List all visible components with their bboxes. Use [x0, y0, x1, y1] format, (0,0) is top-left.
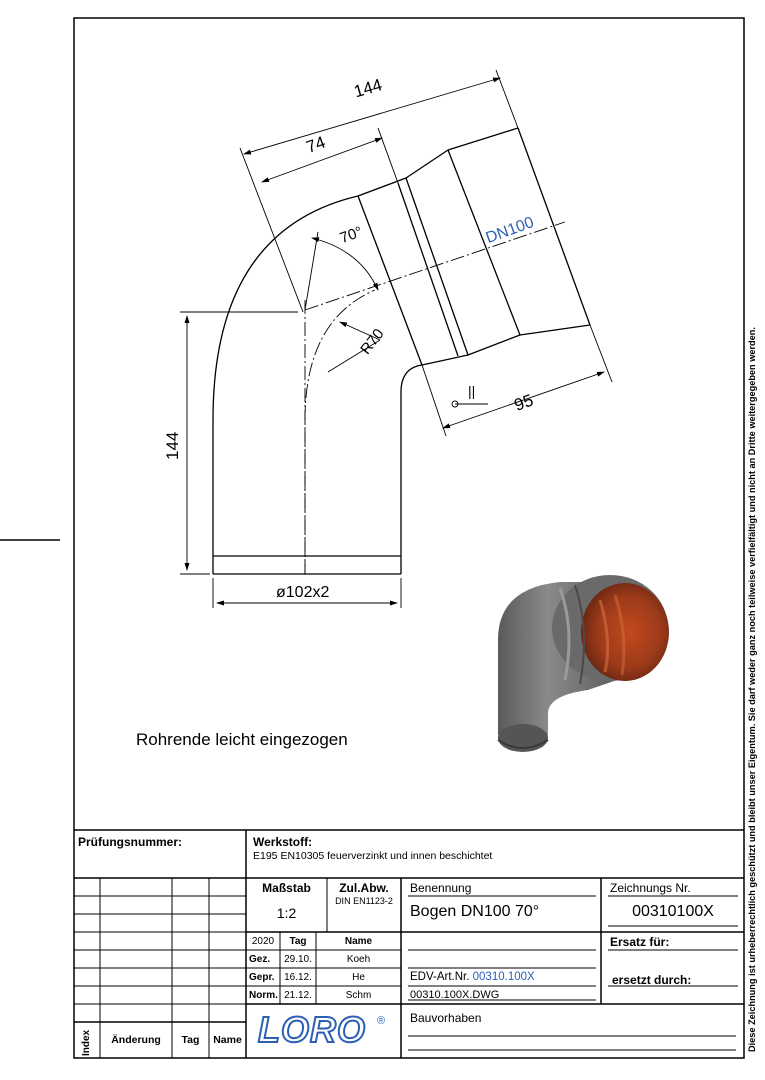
norm-label: Norm. [249, 990, 278, 1001]
gepr-name: He [352, 972, 365, 983]
revision-index-header: Index [81, 1029, 92, 1056]
dim-top-partial [262, 128, 398, 183]
dim-height [180, 312, 298, 574]
massstab-label: Maßstab [262, 881, 311, 895]
zulabw-label: Zul.Abw. [339, 881, 389, 895]
edv-label: EDV-Art.Nr. [410, 971, 470, 983]
zulabw-value: DIN EN1123-2 [335, 896, 393, 906]
dim-size-label: DN100 [483, 214, 537, 248]
loro-logo: LORO [258, 1009, 366, 1050]
bauvorhaben-label: Bauvorhaben [410, 1011, 482, 1025]
dim-socket-label: 95 [511, 390, 536, 415]
dim-height-label: 144 [163, 431, 182, 460]
ersetzt-durch-label: ersetzt durch: [612, 973, 692, 987]
werkstoff-label: Werkstoff: [253, 835, 313, 849]
angle-leg [305, 232, 318, 310]
dim-top-partial-label: 74 [303, 132, 328, 157]
revision-tag-header: Tag [181, 1034, 200, 1046]
elbow-outline [213, 128, 590, 574]
dim-top-overall-label: 144 [351, 75, 385, 102]
zeichnungsnr-label: Zeichnungs Nr. [610, 881, 691, 895]
dim-top-overall [240, 70, 518, 312]
benennung-value: Bogen DN100 70° [410, 903, 540, 920]
revision-name-header: Name [213, 1034, 242, 1046]
tag-header: Tag [289, 936, 307, 947]
dim-angle-label: 70° [337, 223, 365, 248]
norm-tag: 21.12. [284, 990, 312, 1001]
name-header: Name [344, 936, 373, 947]
loro-logo-mark: ® [377, 1015, 386, 1027]
copyright-note: Diese Zeichnung ist urheberrechtlich geschützt und bleibt unser Eigentum. Sie darf weder ganz noch teilweise verfielfältigt und nicht an Dritte weitergegeben werden. [747, 327, 757, 1052]
dim-parallel-symbol: || [468, 383, 476, 399]
gepr-tag: 16.12. [284, 972, 312, 983]
gepr-label: Gepr. [249, 972, 275, 983]
sheet-border [74, 18, 744, 1058]
norm-name: Schm [345, 990, 372, 1001]
dim-diameter-label: ø102x2 [276, 584, 330, 601]
benennung-label: Benennung [410, 881, 472, 895]
gez-name: Koeh [346, 954, 371, 965]
elbow-3d-render [498, 575, 669, 752]
werkstoff-value: E195 EN10305 feuerverzinkt und innen beschichtet [253, 850, 493, 862]
dim-radius-label: R70 [357, 325, 388, 358]
dim-socket [422, 325, 612, 436]
revision-aenderung-header: Änderung [111, 1034, 161, 1046]
ersatz-fuer-label: Ersatz für: [610, 935, 670, 949]
dwg-file: 00310.100X.DWG [410, 989, 500, 1001]
massstab-value: 1:2 [276, 905, 297, 921]
year-label: 2020 [251, 936, 275, 947]
zeichnungsnr-value: 00310100X [632, 903, 714, 920]
edv-field [410, 972, 535, 984]
gez-tag: 29.10. [284, 954, 312, 965]
edv-value: 00310.100X [472, 971, 535, 983]
pruefungsnummer-label: Prüfungsnummer: [78, 835, 183, 849]
drawing-note: Rohrende leicht eingezogen [136, 730, 348, 749]
gez-label: Gez. [249, 954, 271, 965]
